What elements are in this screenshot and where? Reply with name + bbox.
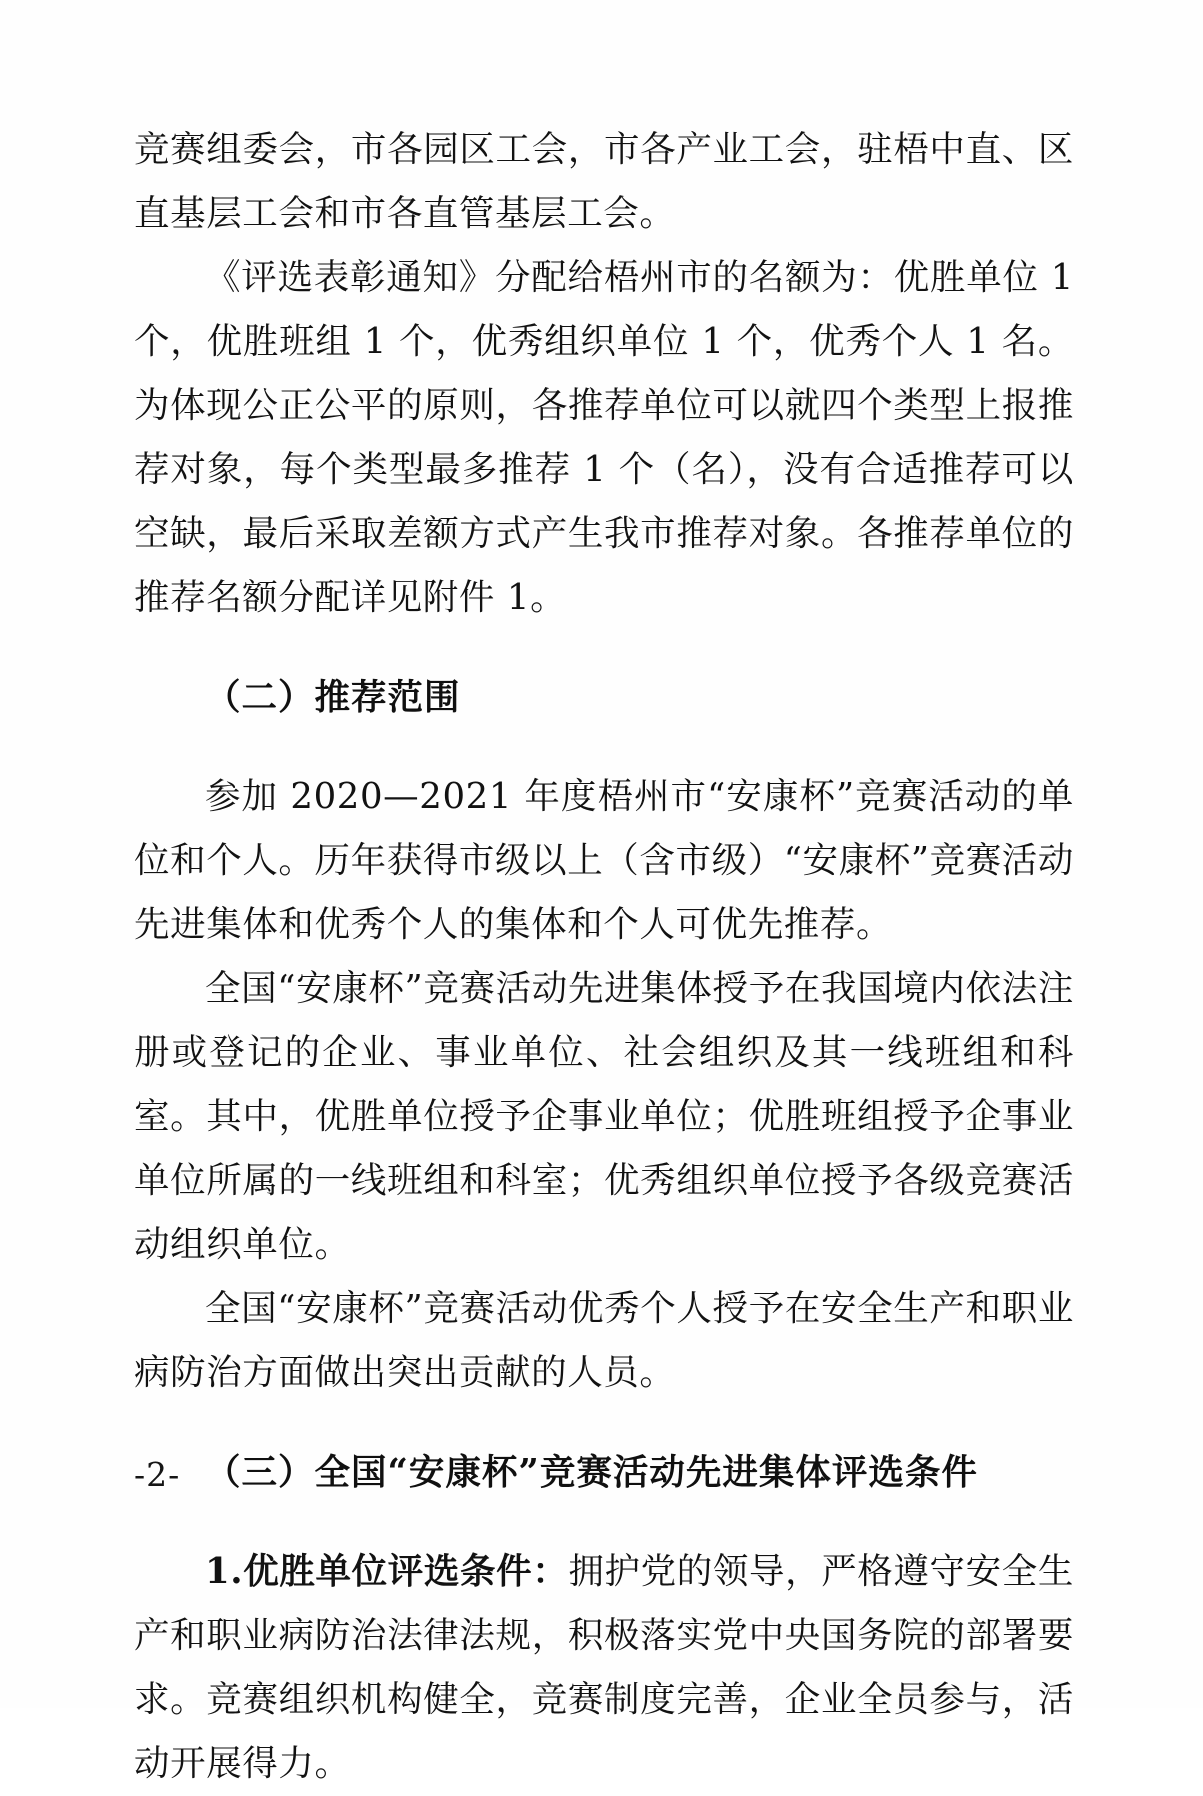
paragraph-1: 竞赛组委会，市各园区工会，市各产业工会，驻梧中直、区直基层工会和市各直管基层工会。 <box>134 129 1074 234</box>
page-number: -2- <box>134 1455 181 1494</box>
document-body <box>134 118 1074 1796</box>
paragraph-6-text: 拥护党的领导，严格遵守安全生产和职业病防治法律法规，积极落实党中央国务院的部署要求。竞赛组织机构健全，竞赛制度完善，企业全员参与，活动开展得力。 <box>134 1551 1074 1784</box>
paragraph-6-lead: 1.优胜单位评选条件： <box>205 1551 569 1592</box>
paragraph-4: 全国“安康杯”竞赛活动先进集体授予在我国境内依法注册或登记的企业、事业单位、社会组织及其一线班组和科室。其中，优胜单位授予企事业单位；优胜班组授予企事业单位所属的一线班组和科室；优秀组织单位授予各级竞赛活动组织单位。 <box>134 968 1074 1265</box>
paragraph-5: 全国“安康杯”竞赛活动优秀个人授予在安全生产和职业病防治方面做出突出贡献的人员。 <box>134 1288 1074 1393</box>
paragraph-6 <box>134 1540 1074 1796</box>
section-heading-3: （三）全国“安康杯”竞赛活动先进集体评选条件 <box>205 1451 978 1493</box>
paragraph-2: 《评选表彰通知》分配给梧州市的名额为：优胜单位 1 个，优胜班组 1 个，优秀组织单位 1 个，优秀个人 1 名。为体现公正公平的原则，各推荐单位可以就四个类型上报推荐对象，每个类型最多推荐 1 个（名），没有合适推荐可以空缺，最后采取差额方式产生我市推荐对象。各推荐单位的推荐名额分配详见附件 1。 <box>134 257 1074 618</box>
paragraph-3: 参加 2020—2021 年度梧州市“安康杯”竞赛活动的单位和个人。历年获得市级以上（含市级）“安康杯”竞赛活动先进集体和优秀个人的集体和个人可优先推荐。 <box>134 776 1074 945</box>
section-heading-2: （二）推荐范围 <box>205 676 461 718</box>
